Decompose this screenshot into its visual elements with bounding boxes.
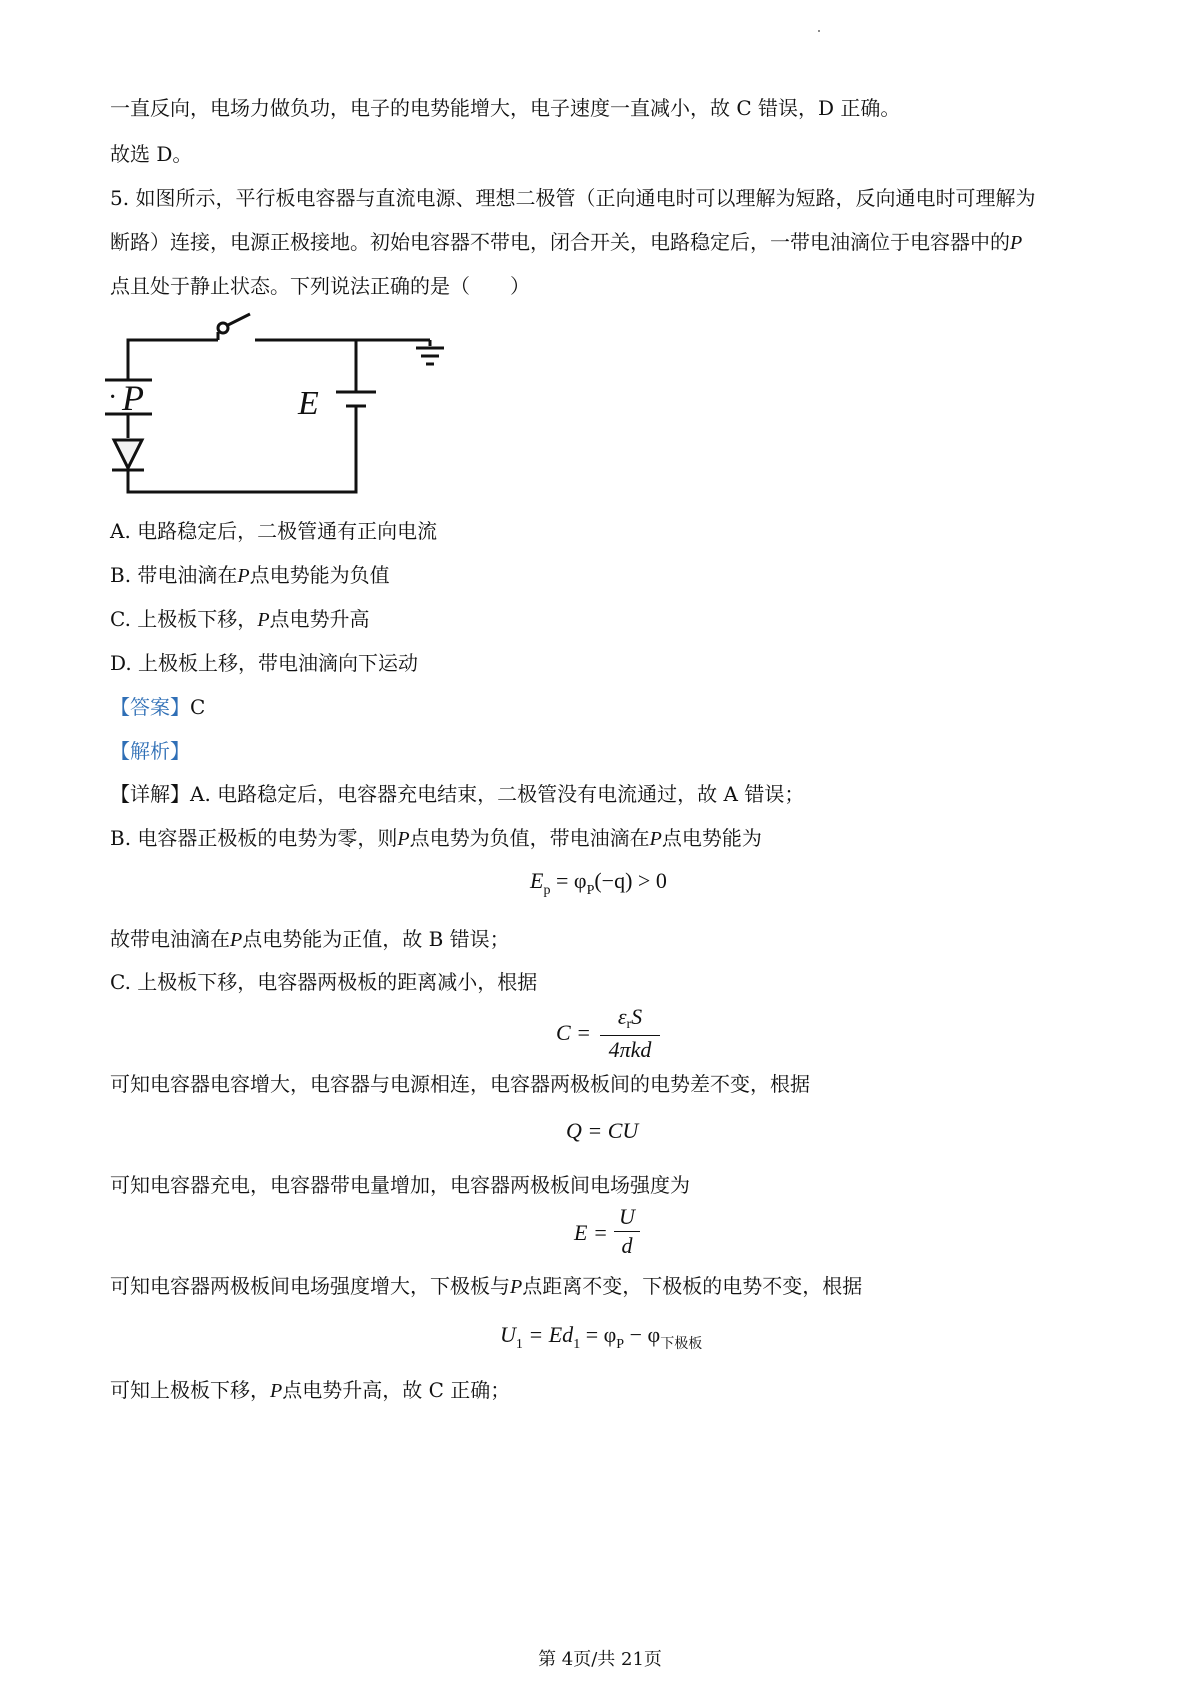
text-segment: C. 上极板下移， [110,607,258,631]
text-line: 一直反向，电场力做负功，电子的电势能增大，电子速度一直减小，故 C 错误，D 正确。 [110,96,901,120]
detail-line-c1: C. 上极板下移，电容器两极板的距离减小，根据 [110,970,538,994]
variable-p: P [230,929,243,951]
detail-line-a [110,780,804,808]
detail-line-b1 [110,824,762,853]
option-a: A. 电路稳定后，二极管通有正向电流 [110,519,438,543]
variable-p: P [510,1276,523,1298]
page-footer: 第 4页/共 21页 [538,1649,662,1670]
circuit-diagram [100,310,460,500]
variable-p: P [270,1380,283,1402]
variable-p: P [649,828,662,850]
detail-line-c5 [110,1376,510,1405]
detail-line-c3: 可知电容器充电，电容器带电量增加，电容器两极板间电场强度为 [110,1173,690,1197]
detail-line-c2: 可知电容器电容增大，电容器与电源相连，电容器两极板间的电势差不变，根据 [110,1072,810,1096]
answer-label: 【答案】 [110,695,190,719]
question-5-line-1: 5. 如图所示，平行板电容器与直流电源、理想二极管（正向通电时可以理解为短路，反向通电时可理解为 [110,186,1036,210]
oil-drop-dot: · [108,382,118,413]
text-segment: 可知电容器两极板间电场强度增大，下极板与 [110,1274,510,1298]
text-segment: 点电势升高，故 C 正确； [282,1378,511,1402]
option-b [110,561,390,590]
option-d: D. 上极板上移，带电油滴向下运动 [110,651,419,675]
text-segment: B. 带电油滴在 [110,563,238,587]
switch-pivot [218,323,228,333]
text-segment: 点距离不变，下极板的电势不变，根据 [522,1274,863,1298]
question-5-line-3: 点且处于静止状态。下列说法正确的是（ ） [110,274,530,298]
detail-line-b2 [110,925,510,954]
text-segment: A. 电路稳定后，电容器充电结束，二极管没有电流通过，故 A 错误； [190,782,805,806]
variable-p: P [237,565,250,587]
text-segment: 点电势为负值，带电油滴在 [409,826,650,850]
analysis-label: 【解析】 [110,739,190,763]
variable-p: P [1010,232,1023,254]
switch-blade [228,314,250,325]
answer-line [110,693,205,721]
text-segment: 故带电油滴在 [110,927,230,951]
diode-triangle [114,440,142,468]
text-segment: B. 电容器正极板的电势为零，则 [110,826,398,850]
label-p: P [122,378,144,418]
answer-value: C [190,695,206,719]
variable-p: P [397,828,410,850]
wire-top-left [128,340,218,380]
analysis-heading [110,737,190,765]
scan-speck [818,30,820,32]
variable-p: P [257,609,270,631]
equation-field-lhs: E = [574,1220,608,1245]
detail-label: 【详解】 [110,782,190,806]
text-segment: 点电势能为正值，故 B 错误； [242,927,510,951]
wire-bottom [128,406,356,492]
equation-potential-energy: $E_p = \varphi_P(-q) > 0$ [530,868,667,898]
text-line: 故选 D。 [110,142,193,166]
text-segment: 点电势升高 [269,607,370,631]
text-segment: 点电势能为 [661,826,762,850]
text-segment: 可知上极板下移， [110,1378,270,1402]
equation-charge: Q = CU [566,1118,639,1143]
text-segment: 断路）连接，电源正极接地。初始电容器不带电，闭合开关，电路稳定后，一带电油滴位于电容器中的 [110,230,1010,254]
equation-capacitance-fraction: εrS 4πkd [600,1004,660,1063]
detail-line-c4 [110,1272,862,1301]
equation-capacitance-lhs: C = [556,1020,592,1045]
label-e: E [298,385,319,422]
question-5-line-2 [110,228,1022,257]
text-segment: 点电势能为负值 [249,563,390,587]
equation-voltage: $U_1 = Ed_1 = \varphi_P - \varphi_{下极板}$ [500,1322,703,1352]
equation-field-fraction: U d [614,1204,640,1259]
option-c [110,605,370,634]
